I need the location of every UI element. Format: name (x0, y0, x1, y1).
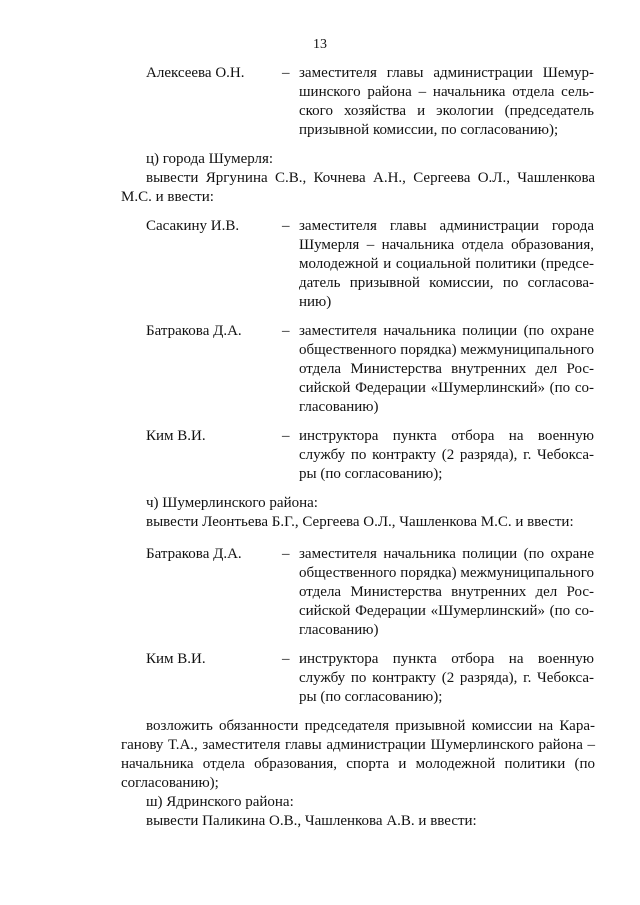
entry-description: заместителя начальника полиции (по охране общественного порядка) межмуниципального отдела Министерства внутренних дел Российской Федерации «Шумерлинский» (по согласованию) (299, 323, 594, 415)
entry-name: Алексеева О.Н. (146, 65, 245, 81)
section-heading-sh: ш) Ядринского района: (146, 794, 294, 810)
entry-batrakova-1 (146, 322, 594, 417)
entry-description: инструктора пункта отбора на военную службу по контракту (2 разряда), г. Чебоксары (по согласованию); (299, 428, 594, 482)
entry-name: Ким В.И. (146, 651, 206, 667)
section-heading-ts: ц) города Шумерля: (146, 151, 274, 167)
entry-name: Ким В.И. (146, 428, 206, 444)
entry-dash: – (282, 323, 290, 339)
entry-dash: – (282, 428, 290, 444)
page-number: 13 (313, 37, 327, 52)
entry-description: инструктора пункта отбора на военную службу по контракту (2 разряда), г. Чебоксары (по согласованию); (299, 651, 594, 705)
entry-name: Сасакину И.В. (146, 218, 240, 234)
entry-description: заместителя главы администрации города Шумерля – начальника отдела образования, молодежной и социальной политики (председатель призывной комиссии, по согласованию) (299, 218, 594, 310)
assign-paragraph: возложить обязанности председателя призывной комиссии на Караганову Т.А., заместителя главы администрации Шумерлинского района – начальника отдела образования, спорта и молодежной политики (по согласованию); (121, 718, 595, 791)
section-instruction-sh: вывести Паликина О.В., Чашленкова А.В. и ввести: (146, 813, 477, 829)
entry-description: заместителя главы администрации Шемуршинского района – начальника отдела сельского хозяйства и экологии (председатель призывной комиссии, по согласованию); (299, 65, 594, 138)
entry-dash: – (282, 651, 290, 667)
entry-name: Батракова Д.А. (146, 323, 242, 339)
entry-kim-1 (146, 427, 594, 484)
section-instruction-ch: вывести Леонтьева Б.Г., Сергеева О.Л., Чашленкова М.С. и ввести: (146, 514, 574, 530)
entry-batrakova-2 (146, 545, 594, 640)
entry-sasakina (146, 217, 594, 312)
entry-kim-2 (146, 650, 594, 707)
entry-name: Батракова Д.А. (146, 546, 242, 562)
entry-dash: – (282, 218, 290, 234)
entry-dash: – (282, 65, 290, 81)
section-heading-ch: ч) Шумерлинского района: (146, 495, 318, 511)
entry-dash: – (282, 546, 290, 562)
entry-description: заместителя начальника полиции (по охране общественного порядка) межмуниципального отдела Министерства внутренних дел Российской Федерации «Шумерлинский» (по согласованию) (299, 546, 594, 638)
section-instruction-ts: вывести Яргунина С.В., Кочнева А.Н., Сергеева О.Л., Чашленкова М.С. и ввести: (121, 170, 595, 205)
entry-alekseeva (146, 64, 594, 140)
